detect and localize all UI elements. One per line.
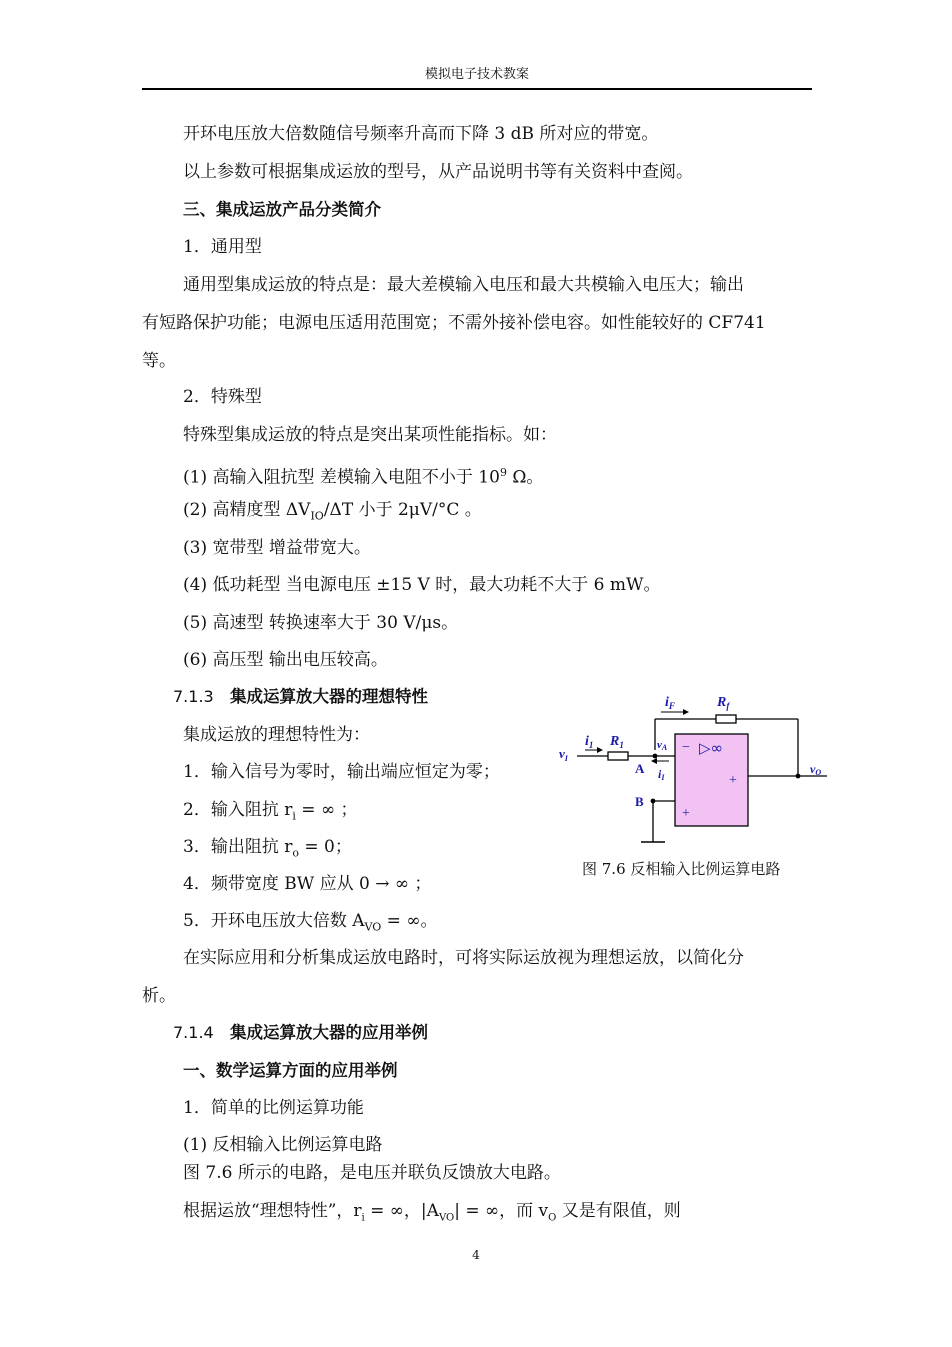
section-heading: 一、数学运算方面的应用举例 <box>183 1061 398 1080</box>
arrow-head <box>597 747 603 753</box>
page-header: 模拟电子技术教案 <box>142 62 812 90</box>
section-heading: 三、集成运放产品分类简介 <box>183 200 381 219</box>
opamp-plus-out: + <box>729 773 737 788</box>
paragraph-line: 在实际应用和分析集成运放电路时，可将实际运放视为理想运放，以简化分 <box>183 948 744 968</box>
label-if: $i_F$ <box>665 695 675 711</box>
opamp-plus-in: + <box>682 806 690 821</box>
list-item: 2．输入阻抗 $r_i$ = ∞ ； <box>183 800 358 823</box>
figure-caption: 图 7.6 反相输入比例运算电路 <box>582 860 781 878</box>
subheading: (1) 反相输入比例运算电路 <box>183 1135 383 1155</box>
label-node-a: A <box>635 761 645 776</box>
list-item: (2) 高精度型 $\Delta V_{IO}/\Delta T$ 小于 2μV/°C 。 <box>183 500 482 523</box>
label-node-b: B <box>635 794 644 809</box>
opamp-symbol: ▷∞ <box>699 739 724 757</box>
section-heading: 7.1.4 集成运算放大器的应用举例 <box>173 1023 428 1042</box>
opamp-minus: − <box>682 740 690 755</box>
subheading: 2．特殊型 <box>183 387 262 407</box>
label-rf: $R_f$ <box>717 695 730 711</box>
list-item: (3) 宽带型 增益带宽大。 <box>183 538 371 558</box>
node-out <box>796 774 801 779</box>
label-ii: iI <box>658 767 665 782</box>
list-item: (5) 高速型 转换速率大于 30 V/μs。 <box>183 613 459 633</box>
label-vi: $v_I$ <box>559 746 568 763</box>
resistor-rf <box>716 715 736 723</box>
node-a <box>653 754 658 759</box>
paragraph-line: 通用型集成运放的特点是：最大差模输入电压和最大共模输入电压大；输出 <box>183 275 744 295</box>
label-r1: $R_1$ <box>610 734 624 750</box>
paragraph-line: 开环电压放大倍数随信号频率升高而下降 3 dB 所对应的带宽。 <box>183 124 659 144</box>
list-item: (1) 高输入阻抗型 差模输入电阻不小于 $10^9$ Ω。 <box>183 466 544 488</box>
paragraph-line: 有短路保护功能；电源电压适用范围宽；不需外接补偿电容。如性能较好的 CF741 <box>142 313 766 333</box>
subheading: 1．通用型 <box>183 237 262 257</box>
list-item: 4．频带宽度 BW 应从 0 → ∞ ； <box>183 874 432 894</box>
paragraph-line: 析。 <box>142 986 176 1006</box>
subheading: 1．简单的比例运算功能 <box>183 1098 364 1118</box>
label-vo: vO <box>810 762 822 777</box>
inverting-amplifier-circuit <box>555 690 835 860</box>
resistor-r1 <box>608 752 628 760</box>
paragraph-line: 特殊型集成运放的特点是突出某项性能指标。如： <box>183 425 557 445</box>
paragraph-line: 以上参数可根据集成运放的型号，从产品说明书等有关资料中查阅。 <box>183 162 693 182</box>
paragraph-line: 根据运放“理想特性”，$r_i$ = ∞，$|A_{VO}|$ = ∞，而 $v_O$ 又是有限值，则 <box>183 1201 681 1224</box>
arrow-head <box>683 709 689 715</box>
list-item: (6) 高压型 输出电压较高。 <box>183 650 388 670</box>
list-item: 5．开环电压放大倍数 $A_{VO}$ = ∞。 <box>183 911 438 934</box>
list-item: (4) 低功耗型 当电源电压 ±15 V 时，最大功耗不大于 6 mW。 <box>183 575 661 595</box>
label-va: vA <box>657 739 668 752</box>
section-heading: 7.1.3 集成运算放大器的理想特性 <box>173 687 428 706</box>
label-i1: $i_1$ <box>585 734 594 750</box>
list-item: 1．输入信号为零时，输出端应恒定为零； <box>183 762 500 782</box>
arrow-head <box>651 758 657 764</box>
paragraph-line: 图 7.6 所示的电路，是电压并联负反馈放大电路。 <box>183 1163 561 1183</box>
page-number: 4 <box>472 1248 480 1262</box>
paragraph-line: 集成运放的理想特性为： <box>183 725 370 745</box>
paragraph-line: 等。 <box>142 351 176 371</box>
list-item: 3．输出阻抗 $r_o = 0$； <box>183 837 352 860</box>
